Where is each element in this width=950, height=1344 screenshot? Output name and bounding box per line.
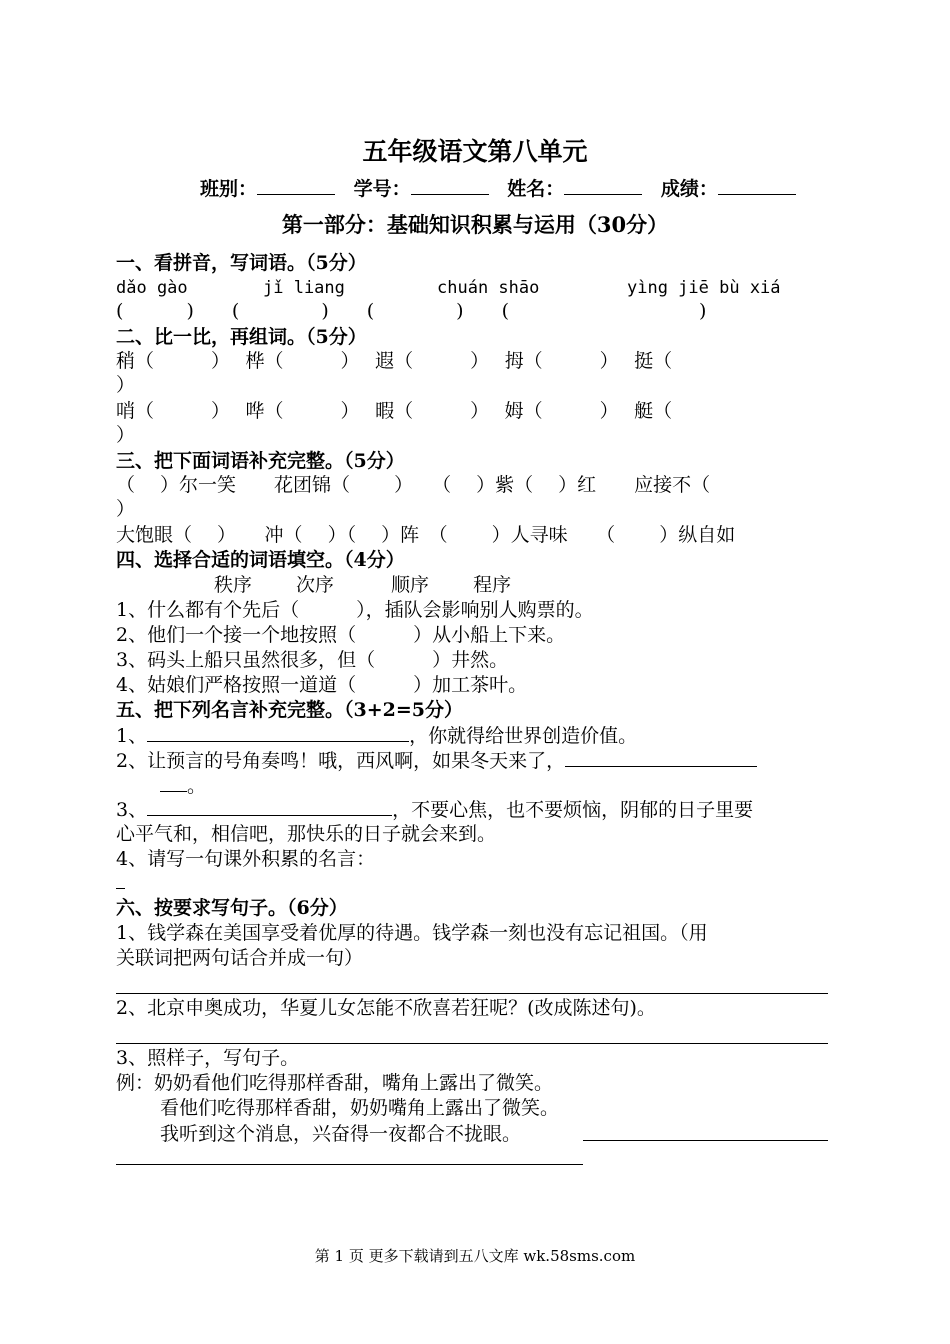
class-blank[interactable] bbox=[257, 176, 335, 195]
pinyin-4: yìng jiē bù xiá bbox=[627, 278, 781, 298]
quote-1-suffix: ，你就得给世界创造价值。 bbox=[409, 725, 638, 747]
quote-question-3-line-2: 心平气和，相信吧，那快乐的日子就会来到。 bbox=[116, 823, 497, 845]
compare-row-1[interactable]: 稍（ ） 桦（ ） 遐（ ） 拇（ ） 挺（ bbox=[116, 350, 673, 372]
quote-1-blank[interactable] bbox=[147, 723, 409, 742]
compare-row-1-tail: ） bbox=[116, 374, 136, 396]
fill-question-4[interactable]: 4、姑娘们严格按照一道道（ ）加工茶叶。 bbox=[116, 674, 528, 696]
section-1-heading: 一、看拼音，写词语。（5分） bbox=[116, 252, 367, 274]
quote-3-suffix: ，不要心焦，也不要烦恼，阴郁的日子里要 bbox=[392, 799, 754, 821]
section-2-heading: 二、比一比，再组词。（5分） bbox=[116, 326, 367, 348]
answer-line-1[interactable] bbox=[116, 993, 828, 994]
example-line-2: 看他们吃得那样香甜，奶奶嘴角上露出了微笑。 bbox=[160, 1097, 560, 1119]
quote-question-2 bbox=[116, 748, 757, 773]
quote-3-blank[interactable] bbox=[147, 797, 392, 816]
answer-line-3[interactable] bbox=[583, 1140, 828, 1141]
page-footer: 第 1 页 更多下载请到五八文库 wk.58sms.com bbox=[314, 1247, 636, 1265]
number-label: 学号： bbox=[353, 178, 411, 200]
quote-question-2-tail bbox=[160, 773, 206, 798]
fill-question-3[interactable]: 3、码头上船只虽然很多，但（ ）井然。 bbox=[116, 649, 509, 671]
fill-question-1[interactable]: 1、什么都有个先后（ ），插队会影响别人购票的。 bbox=[116, 599, 594, 621]
section-4-heading: 四、选择合适的词语填空。（4分） bbox=[116, 549, 405, 571]
fill-question-2[interactable]: 2、他们一个接一个地按照（ ）从小船上下来。 bbox=[116, 624, 566, 646]
quote-2-blank-cont[interactable] bbox=[160, 773, 187, 792]
part-one-title: 第一部分：基础知识积累与运用（30分） bbox=[281, 212, 669, 237]
class-label: 班别： bbox=[200, 178, 258, 200]
score-label: 成绩： bbox=[660, 178, 718, 200]
sentence-question-3: 3、照样子，写句子。 bbox=[116, 1047, 300, 1069]
quote-1-prefix: 1、 bbox=[116, 725, 148, 747]
pinyin-1: dǎo gào bbox=[116, 278, 188, 298]
rewrite-task: 我听到这个消息，兴奋得一夜都合不拢眼。 bbox=[160, 1123, 522, 1145]
pinyin-2: jǐ liang bbox=[263, 278, 345, 298]
section-5-heading: 五、把下列名言补充完整。（3+2=5分） bbox=[116, 699, 464, 721]
complete-row-2[interactable]: 大饱眼（ ） 冲（ ）（ ）阵 （ ）人寻味 （ ）纵自如 bbox=[116, 524, 736, 546]
answer-line-2[interactable] bbox=[116, 1043, 828, 1044]
name-label: 姓名： bbox=[507, 178, 565, 200]
quote-question-4: 4、请写一句课外积累的名言： bbox=[116, 848, 376, 870]
answer-brackets[interactable]: ( ) ( ) ( ) ( ) bbox=[116, 300, 707, 322]
section-6-heading: 六、按要求写句子。（6分） bbox=[116, 897, 348, 919]
word-options: 秩序 次序 顺序 程序 bbox=[214, 574, 512, 596]
answer-line-4[interactable] bbox=[116, 1164, 583, 1165]
example-line-1: 例：奶奶看他们吃得那样香甜，嘴角上露出了微笑。 bbox=[116, 1072, 554, 1094]
student-info-row bbox=[200, 176, 796, 201]
complete-row-1[interactable]: （ ）尔一笑 花团锦（ ） （ ）紫（ ）红 应接不（ bbox=[116, 474, 711, 496]
sentence-question-1: 1、钱学森在美国享受着优厚的待遇。钱学森一刻也没有忘记祖国。（用 bbox=[116, 922, 708, 944]
section-3-heading: 三、把下面词语补充完整。（5分） bbox=[116, 450, 405, 472]
sentence-question-2: 2、北京申奥成功，华夏儿女怎能不欣喜若狂呢？(改成陈述句)。 bbox=[116, 997, 656, 1019]
number-blank[interactable] bbox=[411, 176, 489, 195]
quote-3-prefix: 3、 bbox=[116, 799, 148, 821]
quote-2-text: 2、让预言的号角奏鸣！哦，西风啊，如果冬天来了， bbox=[116, 750, 566, 772]
complete-row-1-tail: ） bbox=[116, 498, 136, 520]
score-blank[interactable] bbox=[718, 176, 796, 195]
quote-question-3 bbox=[116, 797, 753, 822]
quote-2-end: 。 bbox=[187, 775, 207, 797]
quote-question-1 bbox=[116, 723, 637, 748]
quote-4-blank[interactable] bbox=[116, 888, 125, 889]
name-blank[interactable] bbox=[564, 176, 642, 195]
pinyin-3: chuán shāo bbox=[437, 278, 540, 298]
sentence-question-1-line-2: 关联词把两句话合并成一句） bbox=[116, 947, 364, 969]
quote-2-blank[interactable] bbox=[565, 748, 757, 767]
compare-row-2[interactable]: 哨（ ） 哗（ ） 暇（ ） 姆（ ） 艇（ bbox=[116, 400, 673, 422]
page-title: 五年级语文第八单元 bbox=[362, 137, 588, 166]
compare-row-2-tail: ） bbox=[116, 424, 136, 446]
